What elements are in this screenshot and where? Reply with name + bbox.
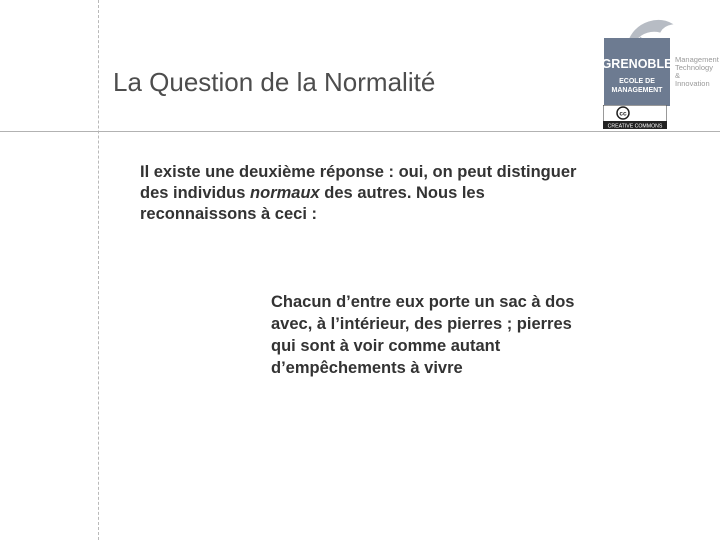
logo-tagline xyxy=(675,56,720,88)
body-paragraph-2: Chacun d’entre eux porte un sac à dos avec, à l’intérieur, des pierres ; pierres qui sont à voir comme autant d’empêchements à vivre xyxy=(271,293,575,377)
body-paragraph-1 xyxy=(140,162,600,225)
cc-label: CREATIVE COMMONS xyxy=(607,123,663,129)
para1-text-start: Il existe une deuxième réponse : oui, on peut distinguer des individus xyxy=(140,163,577,202)
tagline-line: Technology & xyxy=(675,63,713,80)
para1-text-end: des autres. Nous les reconnaissons à ceci : xyxy=(140,184,485,223)
header-divider xyxy=(0,131,720,132)
tagline-line: Innovation xyxy=(675,79,710,88)
slide-title: La Question de la Normalité xyxy=(113,67,436,97)
tagline-line: Management xyxy=(675,55,719,64)
logo-line1: ECOLE DE xyxy=(619,78,655,85)
creative-commons-badge xyxy=(603,105,667,129)
logo-name: GRENOBLE xyxy=(601,57,673,71)
logo-line2: MANAGEMENT xyxy=(611,87,663,94)
cc-icon-text: cc xyxy=(619,110,627,118)
logo-box xyxy=(604,38,670,106)
vertical-guide-line xyxy=(98,0,99,540)
para1-emphasis: normaux xyxy=(250,184,320,202)
